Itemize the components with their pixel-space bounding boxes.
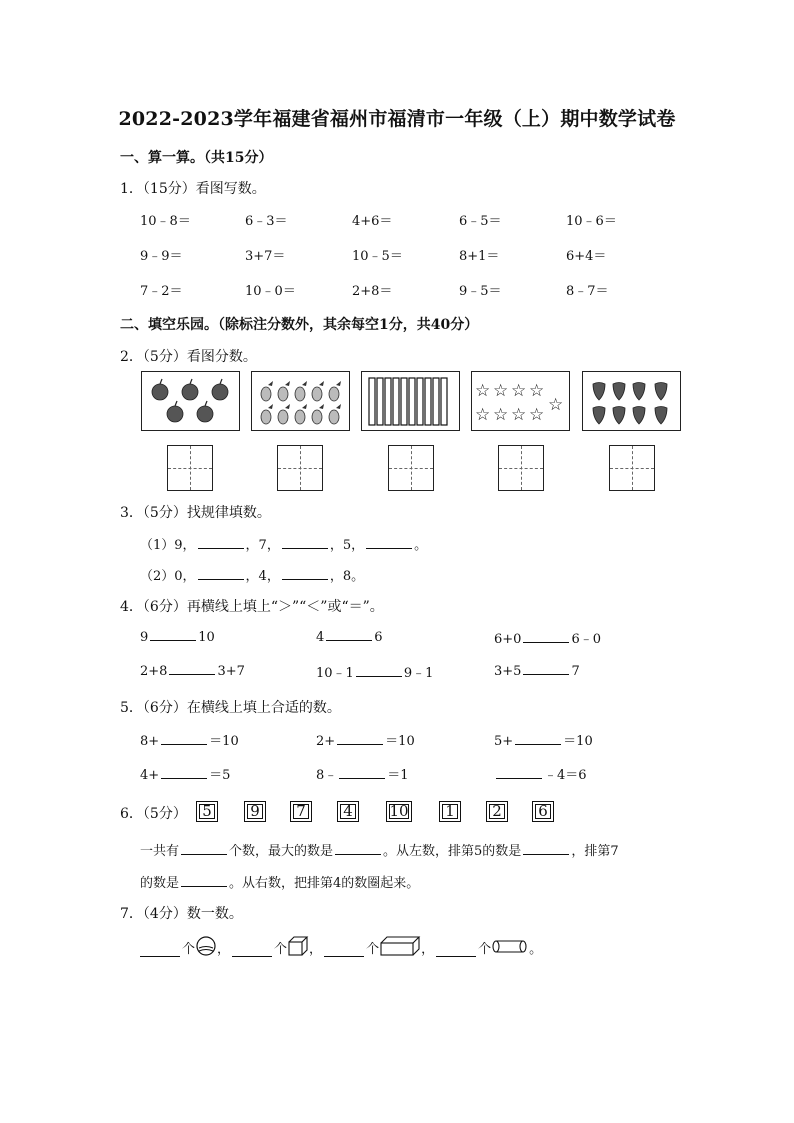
answer-blank[interactable] (181, 842, 227, 855)
svg-text:☆: ☆ (529, 405, 545, 425)
cylinder-icon (491, 935, 529, 957)
answer-blank[interactable] (523, 842, 569, 855)
answer-blank[interactable] (339, 766, 385, 779)
svg-text:☆: ☆ (475, 405, 491, 425)
question-6-text-line-1: 一共有 个数，最大的数是 。从左数，排第5的数是 ，排第7 (140, 844, 619, 859)
comparison-item: 9 10 (140, 630, 215, 645)
pears-icon (252, 372, 349, 430)
svg-text:☆: ☆ (548, 395, 564, 415)
answer-blank[interactable] (282, 536, 328, 549)
question-3-label: 3．（5分）找规律填数。 (120, 505, 271, 521)
answer-blank[interactable] (366, 536, 412, 549)
equation-item: 10﹣8＝ (140, 214, 191, 229)
number-card[interactable]: 4 (337, 801, 359, 822)
equation-item: 9﹣5＝ (459, 284, 502, 299)
answer-blank[interactable] (181, 874, 227, 887)
comparison-item: 10﹣1 9﹣1 (316, 666, 434, 681)
answer-blank[interactable] (198, 536, 244, 549)
picture-box-pears (251, 371, 350, 431)
cuboid-icon (379, 935, 421, 957)
answer-grid[interactable] (498, 445, 544, 491)
sticks-icon (362, 372, 459, 430)
svg-text:☆: ☆ (511, 405, 527, 425)
answer-blank[interactable] (436, 944, 476, 957)
equation-item: 6﹣5＝ (459, 214, 502, 229)
fill-number-item: 8﹣ ＝1 (316, 768, 409, 783)
equation-item: 10﹣6＝ (566, 214, 617, 229)
question-7-shapes-line: 个 ， 个 ， 个 ， 个 。 (138, 935, 542, 957)
number-card[interactable]: 9 (244, 801, 266, 822)
number-card[interactable]: 2 (486, 801, 508, 822)
section-heading-2: 二、填空乐园。（除标注分数外，其余每空1分，共40分） (120, 317, 479, 333)
question-6-text-line-2: 的数是 。从右数，把排第4的数圈起来。 (140, 876, 420, 891)
answer-blank[interactable] (232, 944, 272, 957)
answer-blank[interactable] (515, 732, 561, 745)
fill-number-item: 5+ ＝10 (494, 734, 593, 749)
equation-item: 10﹣5＝ (352, 249, 403, 264)
svg-text:☆: ☆ (493, 381, 509, 401)
answer-blank[interactable] (169, 662, 215, 675)
equation-item: 10﹣0＝ (245, 284, 296, 299)
answer-grid[interactable] (388, 445, 434, 491)
answer-grid[interactable] (277, 445, 323, 491)
answer-blank[interactable] (140, 944, 180, 957)
answer-blank[interactable] (150, 628, 196, 641)
answer-blank[interactable] (326, 628, 372, 641)
equation-item: 2+8＝ (352, 284, 393, 299)
question-5-label: 5．（6分）在横线上填上合适的数。 (120, 700, 341, 716)
answer-grid[interactable] (609, 445, 655, 491)
fill-number-item: 8+ ＝10 (140, 734, 239, 749)
answer-blank[interactable] (282, 567, 328, 580)
comparison-item: 2+8 3+7 (140, 664, 245, 679)
equation-item: 8+1＝ (459, 249, 500, 264)
fill-number-item: ﹣4＝6 (494, 764, 587, 783)
svg-text:☆: ☆ (475, 381, 491, 401)
section-heading-1: 一、算一算。（共15分） (120, 150, 273, 166)
question-3-line-2: （2）0， ，4， ，8。 (140, 569, 365, 584)
number-card[interactable]: 7 (290, 801, 312, 822)
answer-blank[interactable] (337, 732, 383, 745)
strawberries-icon (583, 372, 680, 430)
answer-blank[interactable] (324, 944, 364, 957)
equation-item: 7﹣2＝ (140, 284, 183, 299)
answer-blank[interactable] (161, 732, 207, 745)
comparison-item: 3+5 7 (494, 664, 580, 679)
answer-blank[interactable] (335, 842, 381, 855)
fill-number-item: 2+ ＝10 (316, 734, 415, 749)
answer-grid[interactable] (167, 445, 213, 491)
comparison-item: 4 6 (316, 630, 383, 645)
number-card[interactable]: 10 (386, 801, 412, 822)
equation-item: 4+6＝ (352, 214, 393, 229)
apples-icon (142, 372, 239, 430)
picture-box-sticks (361, 371, 460, 431)
question-1-label: 1．（15分）看图写数。 (120, 181, 266, 197)
svg-text:☆: ☆ (511, 381, 527, 401)
equation-item: 8﹣7＝ (566, 284, 609, 299)
svg-text:☆: ☆ (529, 381, 545, 401)
question-6-label: 6．（5分） (120, 806, 187, 822)
ball-icon (195, 935, 217, 957)
answer-blank[interactable] (198, 567, 244, 580)
number-card[interactable]: 6 (532, 801, 554, 822)
picture-box-stars (471, 371, 570, 431)
stars-icon (472, 372, 569, 430)
question-7-label: 7．（4分）数一数。 (120, 906, 243, 922)
cube-icon (287, 935, 309, 957)
comparison-item: 6+0 6﹣0 (494, 632, 601, 647)
answer-blank[interactable] (523, 662, 569, 675)
equation-item: 3+7＝ (245, 249, 286, 264)
question-4-label: 4．（6分）再横线上填上“＞”“＜”或“＝”。 (120, 599, 384, 615)
answer-blank[interactable] (496, 766, 542, 779)
page-title: 2022-2023学年福建省福州市福清市一年级（上）期中数学试卷 (118, 108, 676, 130)
answer-blank[interactable] (356, 664, 402, 677)
equation-item: 9﹣9＝ (140, 249, 183, 264)
number-card[interactable]: 5 (196, 801, 218, 822)
svg-text:☆: ☆ (493, 405, 509, 425)
equation-item: 6+4＝ (566, 249, 607, 264)
answer-blank[interactable] (161, 766, 207, 779)
answer-blank[interactable] (523, 630, 569, 643)
number-card[interactable]: 1 (439, 801, 461, 822)
question-3-line-1: （1）9， ，7， ，5， 。 (140, 538, 428, 553)
picture-box-strawberries (582, 371, 681, 431)
equation-item: 6﹣3＝ (245, 214, 288, 229)
picture-box-apples (141, 371, 240, 431)
fill-number-item: 4+ ＝5 (140, 768, 231, 783)
question-2-label: 2．（5分）看图分数。 (120, 349, 257, 365)
